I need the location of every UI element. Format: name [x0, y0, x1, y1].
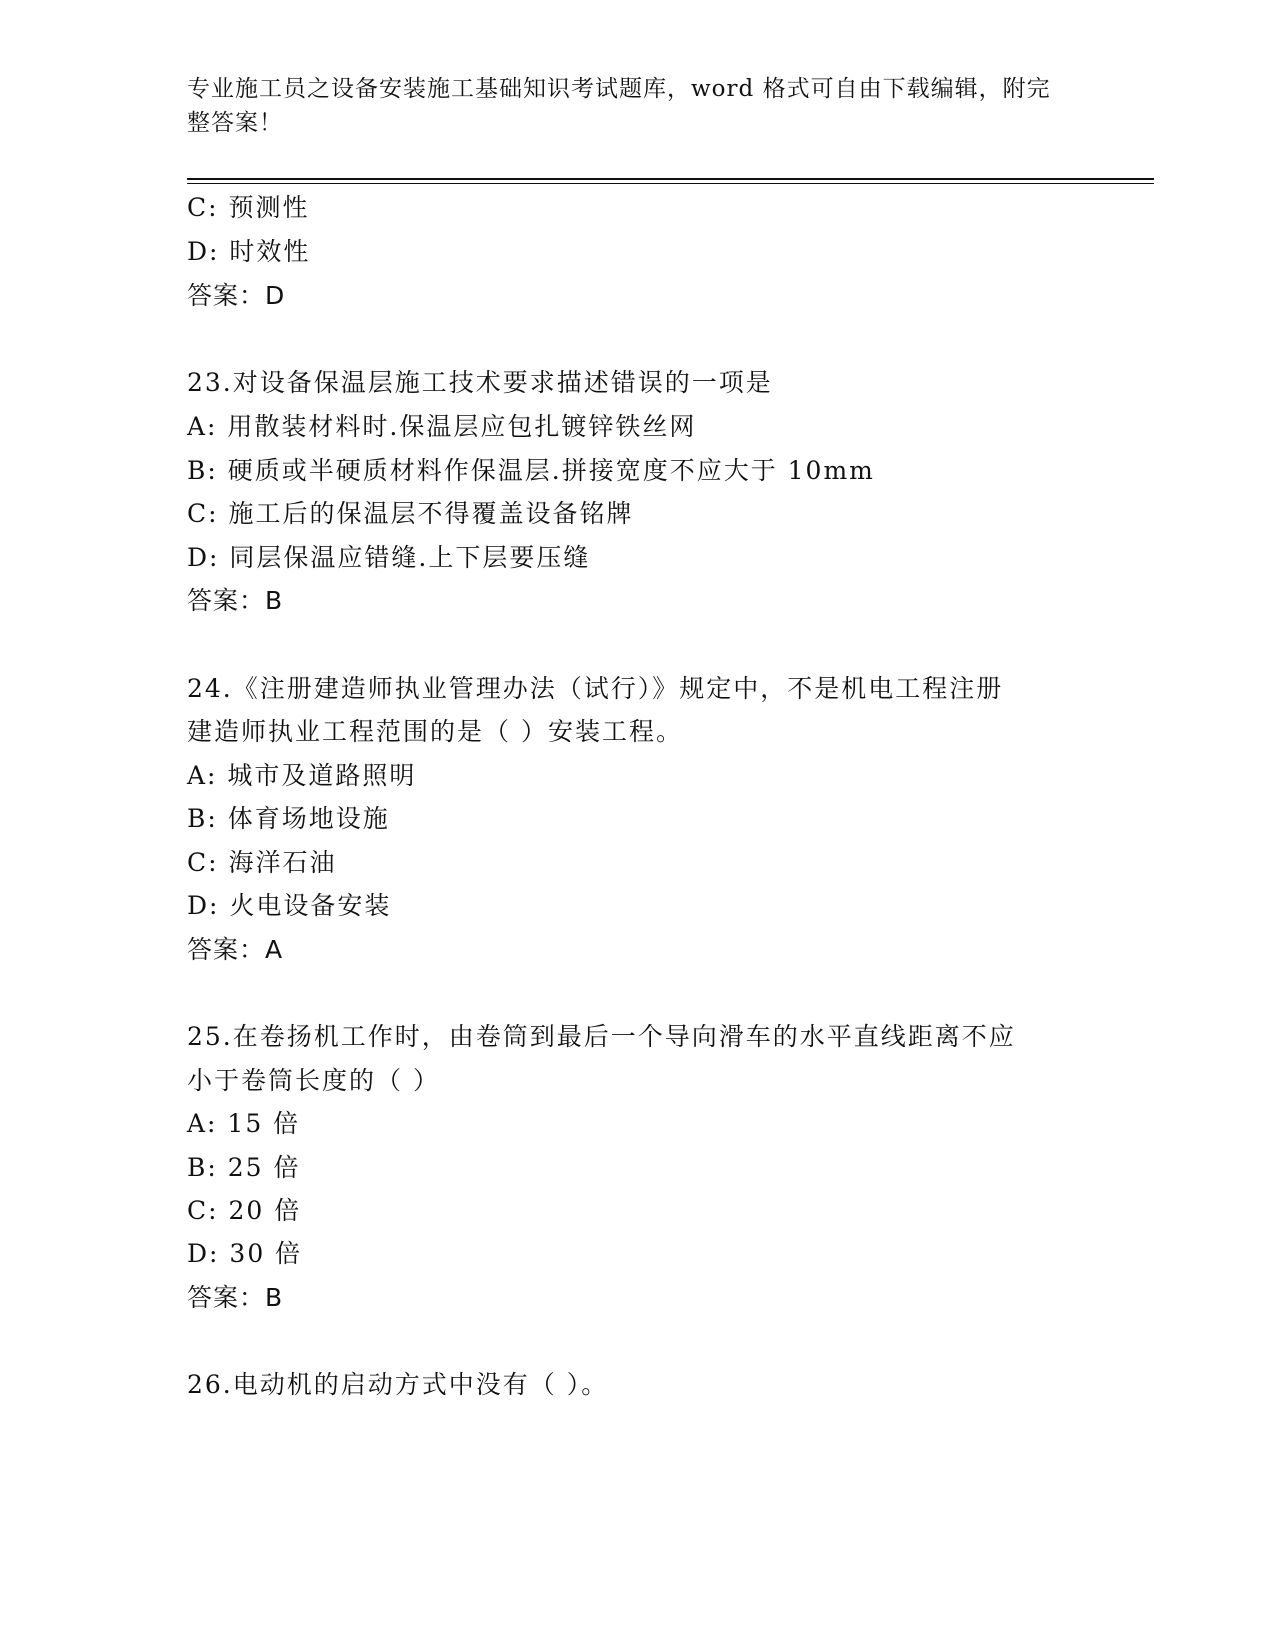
question-stem: 23.对设备保温层施工技术要求描述错误的一项是: [187, 368, 773, 397]
option-a: A: 用散装材料时.保温层应包扎镀锌铁丝网: [187, 412, 697, 441]
option-c: C: 20 倍: [187, 1196, 302, 1225]
answer-line: 答案：B: [187, 1283, 284, 1312]
option-c: C: 海洋石油: [187, 848, 337, 877]
option-d: D: 30 倍: [187, 1239, 303, 1268]
option-b: B: 体育场地设施: [187, 804, 390, 833]
option-b: B: 硬质或半硬质材料作保温层.拼接宽度不应大于 10mm: [187, 456, 875, 485]
option-d: D: 火电设备安装: [187, 891, 392, 920]
question-stem: 25.在卷扬机工作时，由卷筒到最后一个导向滑车的水平直线距离不应: [187, 1022, 1016, 1051]
option-c: C: 预测性: [187, 193, 310, 222]
answer-line: 答案：A: [187, 935, 284, 964]
question-stem: 24.《注册建造师执业管理办法（试行）》规定中，不是机电工程注册: [187, 674, 1004, 703]
option-b: B: 25 倍: [187, 1153, 301, 1182]
answer-line: 答案：D: [187, 281, 286, 310]
document-header: 专业施工员之设备安装施工基础知识考试题库，word 格式可自由下载编辑，附完整答案！: [187, 76, 1051, 136]
option-c: C: 施工后的保温层不得覆盖设备铭牌: [187, 499, 634, 528]
question-stem-continued: 建造师执业工程范围的是（ ）安装工程。: [187, 717, 683, 746]
option-a: A: 城市及道路照明: [187, 761, 417, 790]
option-d: D: 时效性: [187, 237, 311, 266]
header-divider-thin: [187, 183, 1154, 184]
question-stem: 26.电动机的启动方式中没有（ ）。: [187, 1370, 609, 1399]
option-a: A: 15 倍: [187, 1109, 301, 1138]
question-stem-continued: 小于卷筒长度的（ ）: [187, 1066, 440, 1095]
answer-line: 答案：B: [187, 586, 284, 615]
header-divider-thick: [187, 178, 1154, 180]
option-d: D: 同层保温应错缝.上下层要压缝: [187, 543, 591, 572]
